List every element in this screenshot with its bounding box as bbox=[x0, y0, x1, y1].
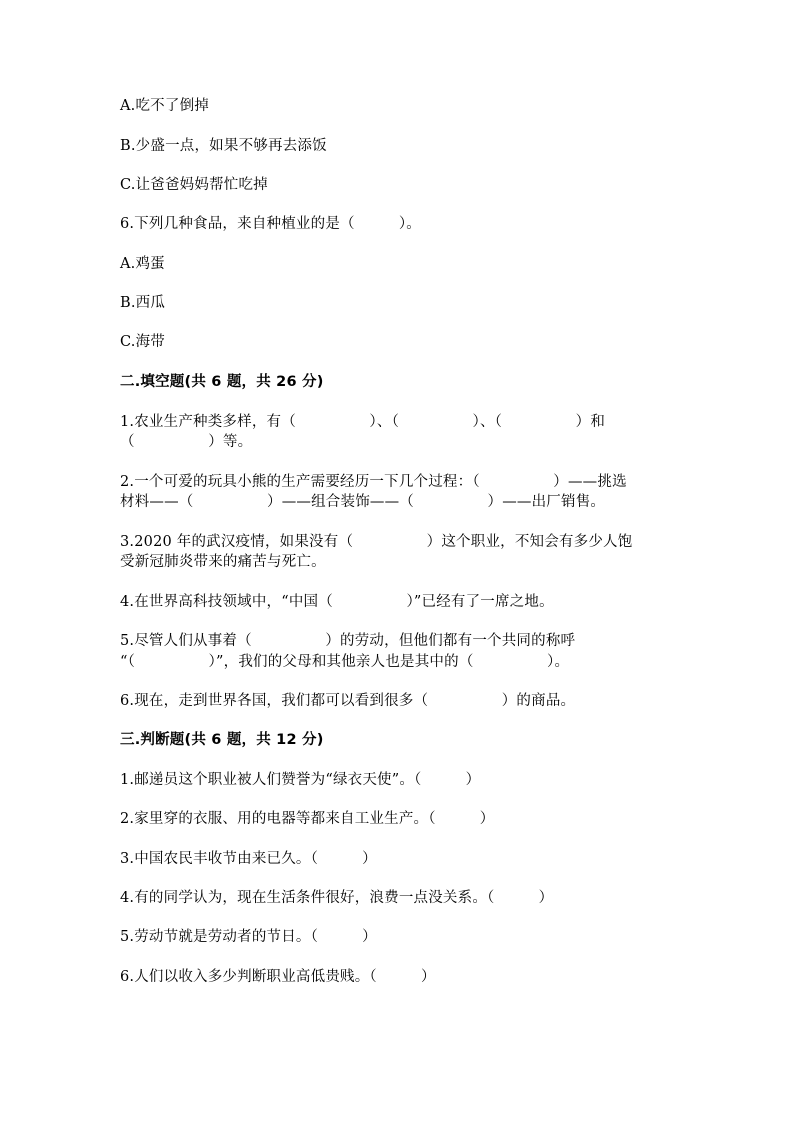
fill-q4: 4.在世界高科技领域中，“中国（ ）”已经有了一席之地。 bbox=[120, 594, 554, 610]
q6-option-a: A.鸡蛋 bbox=[120, 256, 165, 272]
judge-q4: 4.有的同学认为，现在生活条件很好，浪费一点没关系。（ ） bbox=[120, 890, 554, 906]
q6-option-b: B.西瓜 bbox=[120, 295, 166, 311]
fill-q1-line2: （ ）等。 bbox=[120, 434, 253, 450]
judge-q5: 5.劳动节就是劳动者的节日。（ ） bbox=[120, 929, 377, 945]
fill-q2-line1: 2.一个可爱的玩具小熊的生产需要经历一下几个过程：（ ）——挑选 bbox=[120, 474, 627, 490]
q6-option-c: C.海带 bbox=[120, 334, 165, 350]
section3-title: 三.判断题(共 6 题，共 12 分) bbox=[120, 732, 324, 748]
option-a-prev: A.吃不了倒掉 bbox=[120, 98, 209, 114]
judge-q2: 2.家里穿的衣服、用的电器等都来自工业生产。（ ） bbox=[120, 811, 495, 827]
option-b-prev: B.少盛一点，如果不够再去添饭 bbox=[120, 138, 327, 154]
fill-q2-line2: 材料——（ ）——组合装饰——（ ）——出厂销售。 bbox=[120, 494, 606, 510]
fill-q5-line1: 5.尽管人们从事着（ ）的劳动，但他们都有一个共同的称呼 bbox=[120, 633, 576, 649]
q6-stem: 6.下列几种食品，来自种植业的是（ ）。 bbox=[120, 216, 421, 232]
section2-title: 二.填空题(共 6 题，共 26 分) bbox=[120, 374, 324, 390]
fill-q5-line2: “（ ）”，我们的父母和其他亲人也是其中的（ ）。 bbox=[120, 654, 570, 670]
fill-q3-line2: 受新冠肺炎带来的痛苦与死亡。 bbox=[120, 554, 326, 570]
judge-q6: 6.人们以收入多少判断职业高低贵贱。（ ） bbox=[120, 969, 436, 985]
fill-q1-line1: 1.农业生产种类多样，有（ ）、（ ）、（ ）和 bbox=[120, 414, 606, 430]
fill-q6: 6.现在，走到世界各国，我们都可以看到很多（ ）的商品。 bbox=[120, 693, 576, 709]
judge-q1: 1.邮递员这个职业被人们赞誉为“绿衣天使”。（ ） bbox=[120, 772, 481, 788]
judge-q3: 3.中国农民丰收节由来已久。（ ） bbox=[120, 851, 377, 867]
fill-q3-line1: 3.2020 年的武汉疫情，如果没有（ ）这个职业，不知会有多少人饱 bbox=[120, 534, 633, 550]
option-c-prev: C.让爸爸妈妈帮忙吃掉 bbox=[120, 177, 268, 193]
